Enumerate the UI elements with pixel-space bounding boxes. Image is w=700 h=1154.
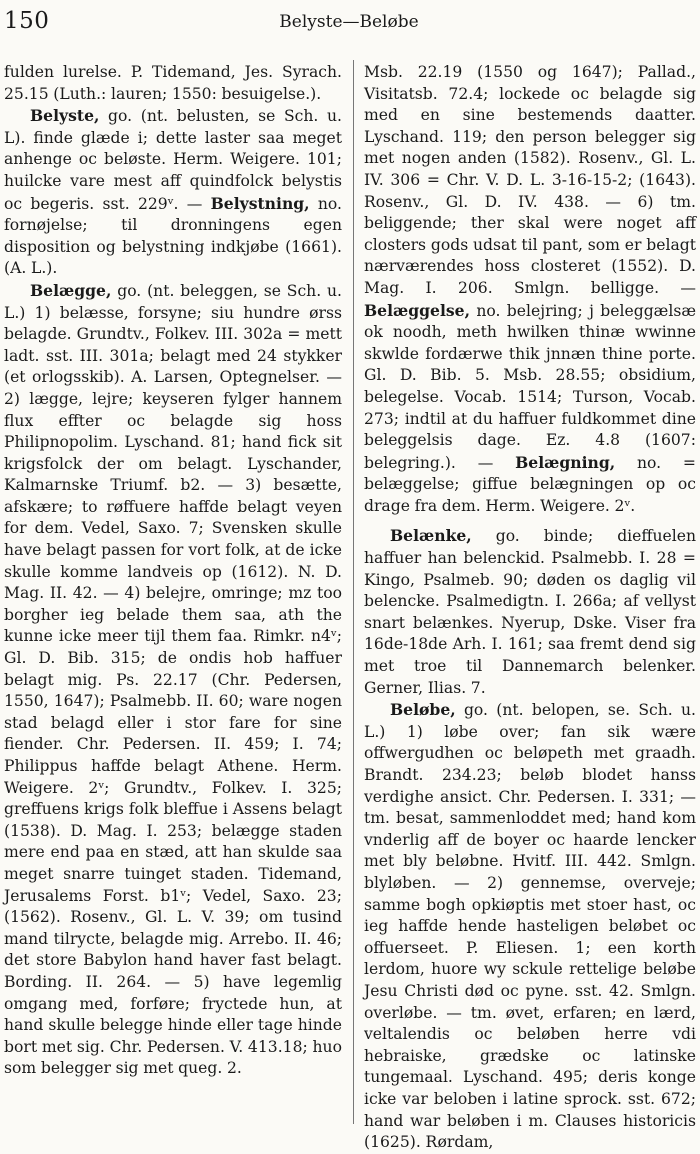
entry-text: no. = belæggelse; giffue belægningen op oc drage fra dem. Herm. Weigere. 2ᵛ. xyxy=(364,453,697,515)
left-column xyxy=(4,62,342,1124)
headword: Beløbe, xyxy=(390,700,456,720)
entry-belyste xyxy=(4,105,342,280)
headword: Belægge, xyxy=(30,280,112,300)
entry-text: no. belejring; j beleggælsæ ok noodh, meth hwilken thinæ wwinne skwlde fordærwe thik jnnæn thine porte. Gl. D. Bib. 5. Msb. 28.55; obsidium, belegelse. Vocab. 1514; Turson, Vocab. 273; indtil at du haffuer fuldkommet dine beleggelsis dage. Ez. 4.8 (1607: belegring.). — xyxy=(364,301,696,472)
headword: Belæggelse, xyxy=(364,300,471,320)
entry-text: go. (nt. belopen, se. Sch. u. L.) 1) løbe over; fan sik wære offwergudhen oc beløpeth met graadh. Brandt. 234.23; beløb blodet hanss verdighe ansict. Chr. Pedersen. I. 331; — tm. besat, sammenloddet med; hand kom vnderlig aff de boyer oc haarde lencker met bly beløbne. Hvitf. III. 442. Smlgn. blyløben. — 2) gennemse, overveje; samme bogh opkiøptis met stoer hast, oc ieg haffde hende hasteligen beløbet oc offuerseet. P. Eliesen. 1; een korth lerdom, huore wy sckule rettelige beløbe Jesu Christi død oc pyne. sst. 42. Smlgn. overløbe. — tm. øvet, erfaren; en lærd, veltalendis oc beløben herre vdi hebraiske, grædske oc latinske tungemaal. Lyschand. 495; deris konge icke var beloben i latine sprock. sst. 672; hand war beløben i m. Clauses historicis (1625). Rørdam, xyxy=(364,701,696,1152)
headword: Belyste, xyxy=(30,106,100,126)
entry-text: go. binde; dieffuelen haffuer han belenckid. Psalmebb. I. 28 = Kingo, Psalmeb. 90; døden os daglig vil belencke. Psalmedigtn. I. 266a; af vellyst snart belænkes. Nyerup, Dske. Viser fra 16de-18de Arh. I. 161; saa fremt dend sig met troe til Dannemarch belenker. Gerner, Ilias. 7. xyxy=(364,527,696,697)
entry-text: go. (nt. belusten, se Sch. u. L). finde glæde i; dette laster saa meget anhenge oc beløste. Herm. Weigere. 101; huilcke vare mest aff quindfolck belystis oc begeris. sst. 229ᵛ. — xyxy=(4,107,342,213)
headword: Belænke, xyxy=(390,526,472,546)
entry-text: go. (nt. beleggen, se Sch. u. L.) 1) belæsse, forsyne; siu hundre ørss belagde. Grundtv., Folkev. III. 302a = mett ladt. sst. III. 301a; belagt med 24 stykker (et orlogsskib). A. Larsen, Optegnelser. — 2) lægge, lejre; keyseren fylger hannem flux effter oc belagde sig hoss Philipnopolim. Lyschand. 81; hand fick sit krigsfolck der om belagt. Lyschander, Kalmarnske Triumf. b2. — 3) besætte, afskære; to røffuere haffde belagt veyen for dem. Vedel, Saxo. 7; Svensken skulle have belagt passen for vort folk, at de icke skulle komme landveis op (1612). N. D. Mag. II. 42. — 4) belejre, omringe; mz too borgher ieg belade them saa, ath the kunne icke meer tijl them faa. Rimkr. n4ᵛ; Gl. D. Bib. 315; de ondis hob haffuer belagt mig. Ps. 22.17 (Chr. Pedersen, 1550, 1647); Psalmebb. II. 60; ware nogen stad belagd eller i stor fare for sine fiender. Chr. Pedersen. II. 459; I. 74; Philippus haffde belagt Athene. Herm. Weigere. 2ᵛ; Grundtv., Folkev. I. 325; greffuens krigs folk bleffue i Assens belagt (1538). D. Mag. I. 253; belægge staden mere end paa en stæd, att han skulde saa meget snarre tuinget staden. Tidemand, Jerusalems Forst. b1ᵛ; Vedel, Saxo. 23; (1562). Rosenv., Gl. L. V. 39; om tusind mand tilrycte, belagde mig. Arrebo. II. 46; det store Babylon hand haver fast belagt. Bording. II. 264. — 5) have legemlig omgang med, forføre; fryctede hun, at hand skulle belegge hinde eller tage hinde bort met sig. Chr. Pedersen. V. 413.18; huo som belegger sig met queg. 2. xyxy=(4,281,342,1078)
entry-belaenke xyxy=(364,525,696,699)
page-header xyxy=(4,8,694,42)
column-divider xyxy=(353,60,354,1124)
entry-belobe xyxy=(364,699,696,1153)
entry-continuation: fulden lurelse. P. Tidemand, Jes. Syrach. 25.15 (Luth.: lauren; 1550: besuigelse.). xyxy=(4,63,342,103)
running-title: Belyste—Beløbe xyxy=(279,12,419,32)
entry-belaegge xyxy=(4,280,342,1080)
entry-text: no. fornøjelse; til dronningens egen disposition og belystning indkjøbe (1661). (A. L.). xyxy=(4,194,342,278)
right-column xyxy=(364,62,697,1152)
headword: Belystning, xyxy=(210,193,310,213)
entry-text: Msb. 22.19 (1550 og 1647); Pallad., Visitatsb. 72.4; lockede oc belagde sig med en sine bestemends daatter. Lyschand. 119; den person belegger sig met nogen anden (1582). Rosenv., Gl. L. IV. 306 = Chr. V. D. L. 3-16-15-2; (1643). Rosenv., Gl. D. IV. 438. — 6) tm. beliggende; ther skal were noget aff closters gods udsat til pant, som er belagt nærværendes hoss closteret (1552). D. Mag. I. 206. Smlgn. belligge. — xyxy=(364,63,696,297)
headword: Belægning, xyxy=(515,452,616,472)
page-number: 150 xyxy=(4,8,50,34)
entry-continuation xyxy=(364,62,696,517)
